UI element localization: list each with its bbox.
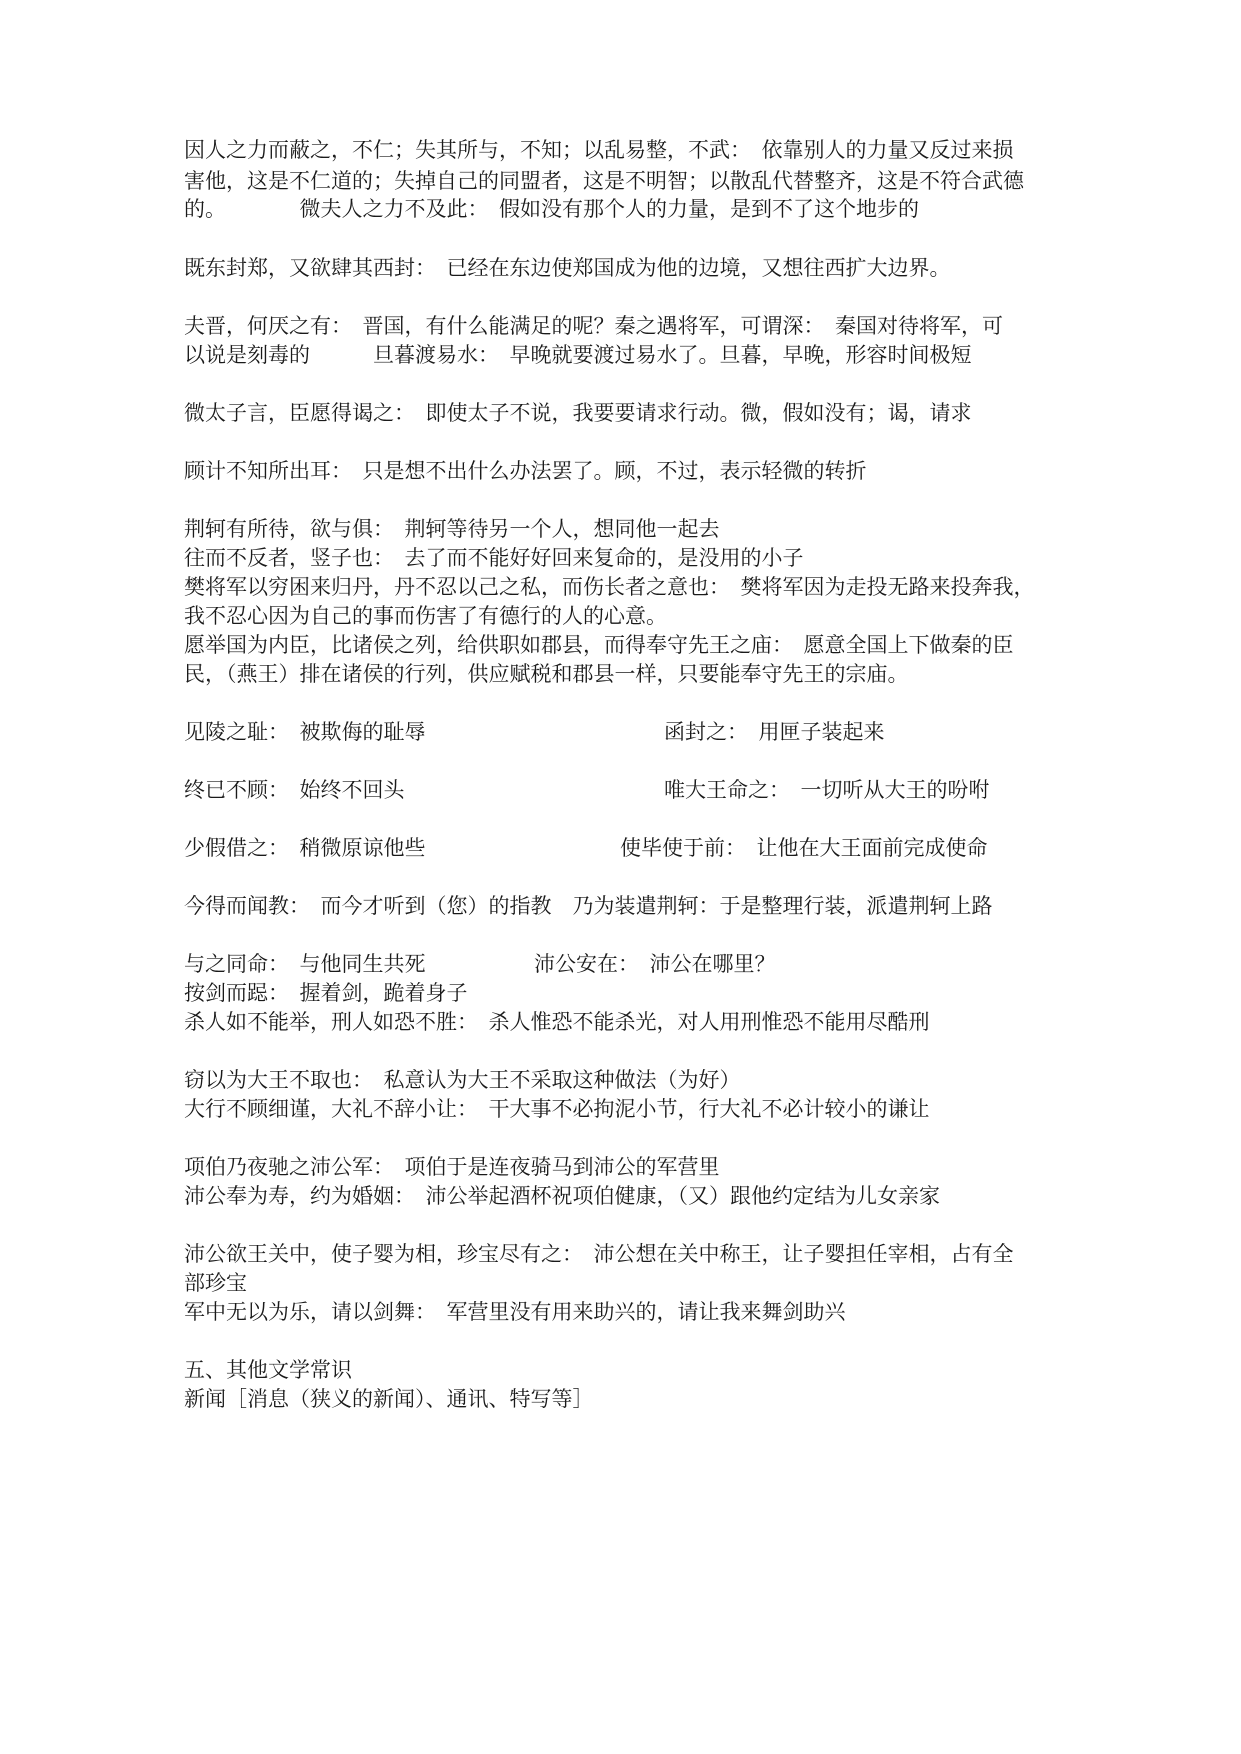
- text-line: [184, 832, 1064, 864]
- text-line: 军中无以为乐，请以剑舞： 军营里没有用来助兴的，请让我来舞剑助兴: [184, 1300, 846, 1324]
- entry-left: 见陵之耻： 被欺侮的耻辱: [184, 720, 426, 744]
- text-line: 荆轲有所待，欲与俱： 荆轲等待另一个人，想同他一起去: [184, 517, 720, 541]
- entry-left: 少假借之： 稍微原谅他些: [184, 836, 426, 860]
- text-line: [184, 774, 1064, 806]
- text-line: 害他，这是不仁道的；失掉自己的同盟者，这是不明智；以散乱代替整齐，这是不符合武德: [184, 169, 1024, 193]
- section-heading: 五、其他文学常识: [184, 1358, 352, 1382]
- text-line: [184, 716, 1064, 748]
- text-line: 往而不反者，竖子也： 去了而不能好好回来复命的，是没用的小子: [184, 546, 804, 570]
- text-line: 杀人如不能举，刑人如恐不胜： 杀人惟恐不能杀光，对人用刑惟恐不能用尽酷刑: [184, 1010, 930, 1034]
- text-line: 以说是刻毒的 旦暮渡易水： 早晚就要渡过易水了。旦暮，早晚，形容时间极短: [184, 343, 972, 367]
- entry-right: 唯大王命之： 一切听从大王的吩咐: [664, 778, 990, 802]
- text-line: 沛公欲王关中，使子婴为相，珍宝尽有之： 沛公想在关中称王，让子婴担任宰相，占有全: [184, 1242, 1014, 1266]
- text-line: 大行不顾细谨，大礼不辞小让： 干大事不必拘泥小节，行大礼不必计较小的谦让: [184, 1097, 930, 1121]
- text-line: 的。 微夫人之力不及此： 假如没有那个人的力量，是到不了这个地步的: [184, 197, 919, 221]
- entry-right: 使毕使于前： 让他在大王面前完成使命: [620, 836, 988, 860]
- entry-left: 与之同命： 与他同生共死: [184, 952, 426, 976]
- text-line: 因人之力而蔽之，不仁；失其所与，不知；以乱易整，不武： 依靠别人的力量又反过来损: [184, 138, 1014, 162]
- text-line: 按剑而跽： 握着剑，跪着身子: [184, 981, 468, 1005]
- text-line: 部珍宝: [184, 1271, 247, 1295]
- text-line: 窃以为大王不取也： 私意认为大王不采取这种做法（为好）: [184, 1068, 741, 1092]
- entry-right: 函封之： 用匣子装起来: [664, 720, 885, 744]
- text-line: 顾计不知所出耳： 只是想不出什么办法罢了。顾，不过，表示轻微的转折: [184, 459, 867, 483]
- text-line: 项伯乃夜驰之沛公军： 项伯于是连夜骑马到沛公的军营里: [184, 1155, 720, 1179]
- text-line: 微太子言，臣愿得谒之： 即使太子不说，我要要请求行动。微，假如没有；谒，请求: [184, 401, 972, 425]
- text-line: 愿举国为内臣，比诸侯之列，给供职如郡县，而得奉守先王之庙： 愿意全国上下做秦的臣: [184, 633, 1014, 657]
- text-line: 沛公奉为寿，约为婚姻： 沛公举起酒杯祝项伯健康，（又）跟他约定结为儿女亲家: [184, 1184, 940, 1208]
- text-line: 今得而闻教： 而今才听到（您）的指教 乃为装遣荆轲：于是整理行装，派遣荆轲上路: [184, 894, 993, 918]
- text-line: 夫晋，何厌之有： 晋国，有什么能满足的呢？秦之遇将军，可谓深： 秦国对待将军，可: [184, 314, 1003, 338]
- entry-right: 沛公安在： 沛公在哪里？: [534, 952, 776, 976]
- text-line: 民，（燕王）排在诸侯的行列，供应赋税和郡县一样，只要能奉守先王的宗庙。: [184, 662, 909, 686]
- text-line: [184, 948, 1064, 980]
- text-line: 我不忍心因为自己的事而伤害了有德行的人的心意。: [184, 604, 667, 628]
- entry-left: 终已不顾： 始终不回头: [184, 778, 405, 802]
- text-line: 既东封郑，又欲肆其西封： 已经在东边使郑国成为他的边境，又想往西扩大边界。: [184, 256, 951, 280]
- text-line: 樊将军以穷困来归丹，丹不忍以己之私，而伤长者之意也： 樊将军因为走投无路来投奔我，: [184, 575, 1035, 599]
- text-line: 新闻［消息（狭义的新闻）、通讯、特写等］: [184, 1387, 594, 1411]
